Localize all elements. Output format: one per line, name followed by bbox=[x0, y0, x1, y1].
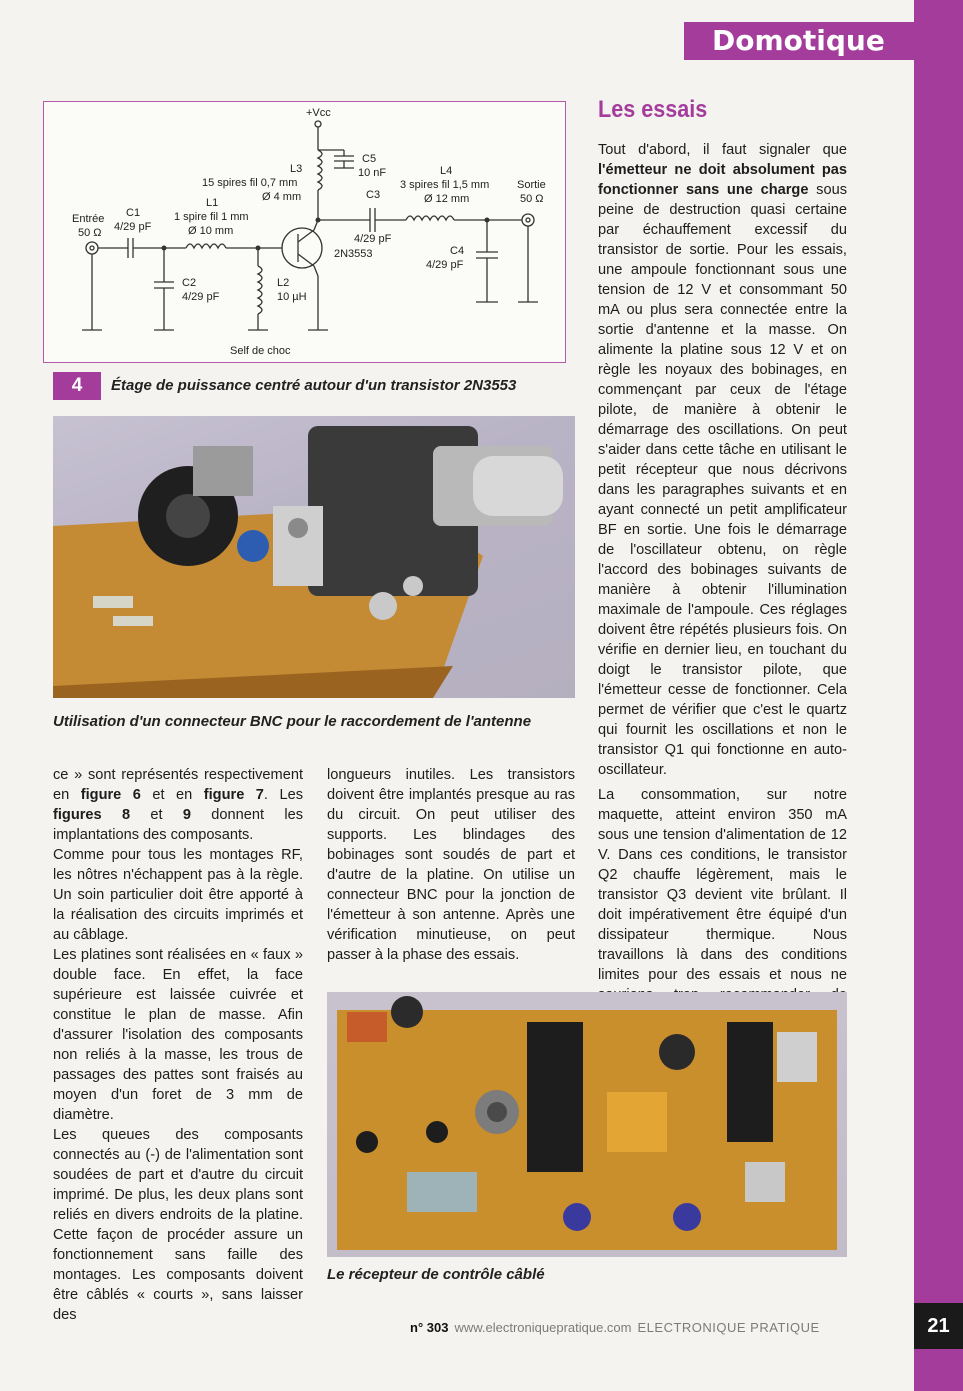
label-l2: L2 bbox=[277, 277, 290, 289]
paragraph bbox=[53, 765, 303, 845]
label-l1: L1 bbox=[206, 197, 219, 209]
text-run: ce » sont représentés respectivement en bbox=[53, 767, 303, 803]
paragraph: Comme pour tous les montages RF, les nôtres n'échappent pas à la règle. Un soin particulier doit être apporté à la réalisation des circuits imprimés et au câblage. bbox=[53, 847, 303, 943]
photo-1-caption: Utilisation d'un connecteur BNC pour le raccordement de l'antenne bbox=[53, 713, 532, 730]
figure-4-schematic bbox=[43, 101, 566, 363]
label-c4-value: 4/29 pF bbox=[426, 259, 464, 271]
figure-4-caption bbox=[53, 372, 573, 400]
figure-ref: 9 bbox=[182, 807, 191, 823]
text-run: et bbox=[130, 807, 183, 823]
label-l3-spec2: Ø 4 mm bbox=[262, 191, 302, 203]
photo-receiver-board bbox=[327, 992, 847, 1257]
label-vcc: +Vcc bbox=[306, 107, 331, 119]
label-c3-value: 4/29 pF bbox=[354, 233, 392, 245]
figure-ref: figure 7 bbox=[203, 787, 264, 803]
label-c5: C5 bbox=[362, 153, 377, 165]
figure-number-badge: 4 bbox=[53, 372, 101, 400]
paragraph bbox=[598, 140, 847, 780]
label-c3: C3 bbox=[366, 189, 381, 201]
label-c2-value: 4/29 pF bbox=[182, 291, 220, 303]
label-l4-spec2: Ø 12 mm bbox=[424, 193, 470, 205]
section-tag: Domotique bbox=[684, 22, 914, 60]
text-run: sous peine de destruction quasi certaine par échauffement excessif du transistor de sortie. Pour les essais, une ampoule fonctionnant sous une tension de 12 V et consommant 50 mA ou plus sera connectée entre la sortie d'antenne et la masse. On alimente la platine sous 12 V et on règle les noyaux des bobinages, en commençant par ceux de l'étage pilote, de manière à obtenir le démarrage des oscillations. On peut s'aider dans cette tâche en utilisant le petit récepteur que nous décrivons dans les paragraphes suivants et en ayant connecté un petit amplificateur BF en sortie. Une fois le démarrage de l'oscillateur obtenu, on règle l'accord des bobinages suivants de manière à obtenir l'illumination maximale de l'ampoule. Ces réglages doivent être répétés plusieurs fois. On vérifie en dernier lieu, en touchant du doigt le transistor pilote, que l'émetteur cesse de fonctionner. Cela permet de vérifier que c'est le quartz qui fournit les oscillations et non le transistor Q1 qui fonctionne en auto-oscillateur. bbox=[598, 182, 847, 778]
label-l1-spec1: 1 spire fil 1 mm bbox=[174, 211, 249, 223]
bold-warning: l'émetteur ne doit absolument pas fonctionner sans une charge bbox=[598, 162, 847, 198]
text-run: donnent les implantations des composants. bbox=[53, 807, 303, 843]
label-l1-spec2: Ø 10 mm bbox=[188, 225, 234, 237]
photo-2-caption: Le récepteur de contrôle câblé bbox=[327, 1266, 545, 1283]
label-l3: L3 bbox=[290, 163, 303, 175]
figure-caption-text: Étage de puissance centré autour d'un transistor 2N3553 bbox=[111, 377, 517, 394]
label-l2-value: 10 µH bbox=[277, 291, 307, 303]
section-heading: Les essais bbox=[598, 96, 708, 123]
photo-bnc-connector bbox=[53, 416, 575, 698]
label-entree-impedance: 50 Ω bbox=[78, 227, 102, 239]
label-l4: L4 bbox=[440, 165, 453, 177]
column-1 bbox=[53, 765, 303, 1325]
label-entree: Entrée bbox=[72, 213, 105, 225]
label-c4: C4 bbox=[450, 245, 465, 257]
page-footer bbox=[410, 1320, 820, 1335]
column-3 bbox=[598, 140, 847, 1025]
website-url: www.electroniquepratique.com bbox=[454, 1320, 632, 1335]
paragraph: Les queues des composants connectés au (-) de l'alimentation sont soudées de part et d'autre du circuit imprimé. De plus, les deux plans sont reliés en divers endroits de la platine. Cette façon de procéder assure un fonctionnement sans faille des montages. Les composants doivent être câblés « courts », sans laisser des bbox=[53, 1127, 303, 1323]
label-c1: C1 bbox=[126, 207, 141, 219]
figure-ref: figures 8 bbox=[53, 807, 131, 823]
paragraph: La consommation, sur notre maquette, atteint environ 350 mA sous une tension d'alimentation de 12 V. Dans ces conditions, le transistor Q2 chauffe légèrement, mais le transistor Q3 devient vite brûlant. Il doit impérativement être équipé d'un dissipateur thermique. Nous travaillons là dans des conditions limites pour des essais et nous ne bbox=[598, 787, 847, 983]
label-self-de-choc: Self de choc bbox=[230, 345, 291, 357]
text-run: . Les bbox=[263, 787, 303, 803]
paragraph: Les platines sont réalisées en « faux » double face. En effet, la face supérieure est laissée cuivrée et constitue le plan de masse. Afin d'assurer l'isolation des composants non reliés à la masse, les trous de passages des pattes sont fraisés au moyen d'un foret de 3 mm de diamètre. bbox=[53, 947, 303, 1123]
label-l3-spec1: 15 spires fil 0,7 mm bbox=[202, 177, 298, 189]
label-sortie: Sortie bbox=[517, 179, 546, 191]
text-run: Tout d'abord, il faut signaler que bbox=[598, 142, 847, 158]
label-c5-value: 10 nF bbox=[358, 167, 387, 179]
label-c2: C2 bbox=[182, 277, 197, 289]
page-number: 21 bbox=[914, 1303, 963, 1349]
magazine-name: ELECTRONIQUE PRATIQUE bbox=[637, 1320, 820, 1335]
label-l4-spec1: 3 spires fil 1,5 mm bbox=[400, 179, 490, 191]
paragraph: longueurs inutiles. Les transistors doivent être implantés presque au ras du circuit. On peut utiliser des supports. Les blindages des bobinages sont soudés de part et d'autre de la platine. On utilise un connecteur BNC pour la jonction de l'émetteur à son antenne. Après une vérification minutieuse, on peut passer à la phase des essais. bbox=[327, 767, 575, 963]
label-sortie-impedance: 50 Ω bbox=[520, 193, 544, 205]
text-run: et en bbox=[140, 787, 204, 803]
side-color-bar bbox=[914, 0, 963, 1391]
figure-ref: figure 6 bbox=[80, 787, 141, 803]
issue-number: n° 303 bbox=[410, 1320, 449, 1335]
label-c1-value: 4/29 pF bbox=[114, 221, 152, 233]
column-2 bbox=[327, 765, 575, 965]
label-transistor: 2N3553 bbox=[334, 248, 373, 260]
